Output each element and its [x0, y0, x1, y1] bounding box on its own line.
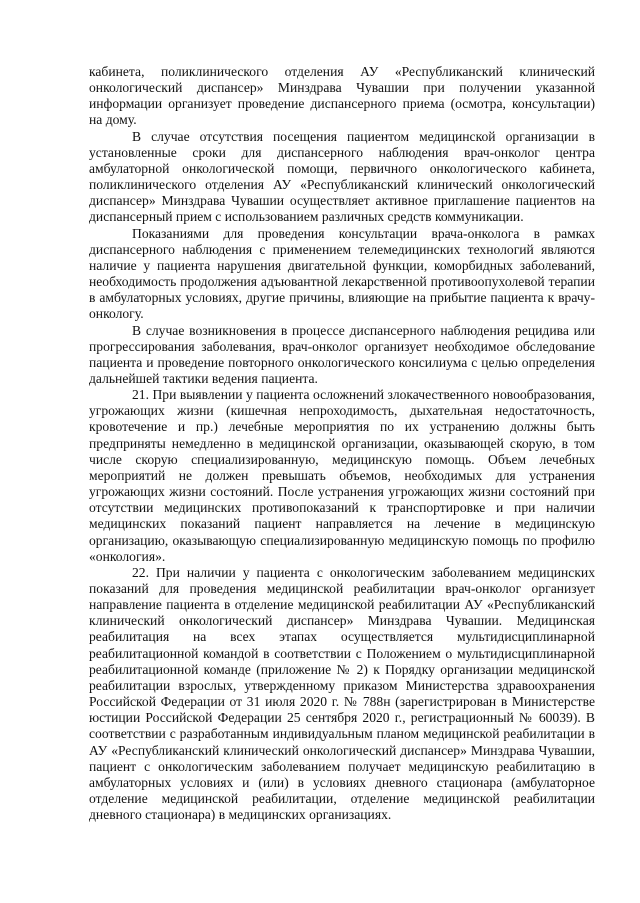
paragraph-telemedicine-indications: Показаниями для проведения консультации врача-онколога в рамках диспансерного наблюдения с применением телемедицинских технологий являются наличие у пациента нарушения двигательной функции, коморбидных заболеваний, необходимость продолжения адъювантной лекарственной противоопухолевой терапии в амбулаторных условиях, другие причины, влияющие на прибытие пациента к врачу-онкологу. [89, 225, 595, 322]
paragraph-active-invitation: В случае отсутствия посещения пациентом медицинской организации в установленные сроки для диспансерного наблюдения врач-онколог центра амбулаторной онкологической помощи, первичного онкологического кабинета, поликлинического отделения АУ «Республиканский клинический онкологический диспансер» Минздрава Чувашии осуществляет активное приглашение пациентов на диспансерный прием с использованием различных средств коммуникации. [89, 128, 595, 225]
document-page [89, 64, 595, 823]
paragraph-relapse-case: В случае возникновения в процессе диспансерного наблюдения рецидива или прогрессирования заболевания, врач-онколог организует необходимое обследование пациента и проведение повторного онкологического консилиума с целью определения дальнейшей тактики ведения пациента. [89, 322, 595, 386]
paragraph-continuation: кабинета, поликлинического отделения АУ «Республиканский клинический онкологический диспансер» Минздрава Чувашии при получении указанной информации организует проведение диспансерного приема (осмотра, консультации) на дому. [89, 64, 595, 128]
paragraph-item-22: 22. При наличии у пациента с онкологическим заболеванием медицинских показаний для проведения медицинской реабилитации врач-онколог организует направление пациента в отделение медицинской реабилитации АУ «Республиканский клинический онкологический диспансер» Минздрава Чувашии. Медицинская реабилитация на всех этапах осуществляется мультидисциплинарной реабилитационной командой в соответствии с Положением о мультидисциплинарной реабилитационной команде (приложение № 2) к Порядку организации медицинской реабилитации взрослых, утвержденному приказом Министерства здравоохранения Российской Федерации от 31 июля 2020 г. № 788н (зарегистрирован в Министерстве юстиции Российской Федерации 25 сентября 2020 г., регистрационный № 60039). В соответствии с разработанным индивидуальным планом медицинской реабилитации в АУ «Республиканский клинический онкологический диспансер» Минздрава Чувашии, пациент с онкологическим заболеванием получает медицинскую реабилитацию в амбулаторных условиях и (или) в условиях дневного стационара (амбулаторное отделение медицинской реабилитации, отделение медицинской реабилитации дневного стационара) в медицинских организациях. [89, 564, 595, 823]
paragraph-item-21: 21. При выявлении у пациента осложнений злокачественного новообразования, угрожающих жизни (кишечная непроходимость, дыхательная недостаточность, кровотечение и пр.) лечебные мероприятия по их устранению должны быть предприняты немедленно в медицинской организации, оказывающей скорую, в том числе скорую специализированную, медицинскую помощь. Объем лечебных мероприятий не должен превышать объемов, необходимых для устранения угрожающих жизни состояний. После устранения угрожающих жизни состояний при отсутствии медицинских противопоказаний к транспортировке и при наличии медицинских показаний пациент направляется на лечение в медицинскую организацию, оказывающую специализированную медицинскую помощь по профилю «онкология». [89, 387, 595, 564]
